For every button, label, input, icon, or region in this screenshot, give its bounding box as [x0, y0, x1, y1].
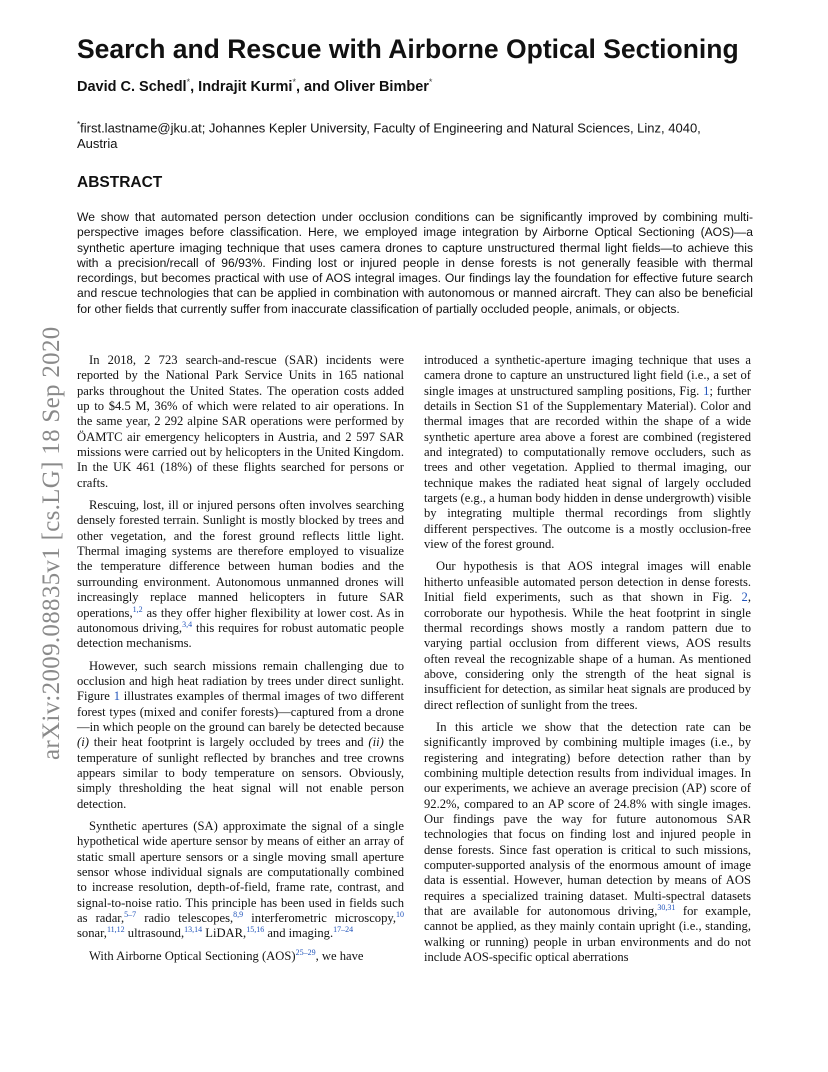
paragraph-text: , we have	[315, 948, 364, 963]
paragraph-text: their heat footprint is largely occluded by trees and	[88, 735, 369, 750]
paper-title: Search and Rescue with Airborne Optical Sectioning	[77, 34, 739, 64]
paragraph-text: interferometric microscopy,	[243, 911, 397, 926]
abstract-heading: ABSTRACT	[77, 174, 163, 191]
author-line	[77, 77, 432, 95]
abstract-text: We show that automated person detection under occlusion conditions can be significantly improved by combining multi-perspective images before classification. Here, we employed image integration by Airborne Optical Sectioning (AOS)—a synthetic aperture imaging technique that uses camera drones to capture unstructured thermal light fields—to achieve this with a precision/recall of 96/93%. Finding lost or injured people in dense forests is not generally feasible with thermal recordings, but becomes practical with use of AOS integral images. Our findings lay the foundation for effective future search and rescue technologies that can be applied in combination with autonomous or manned aircraft. They can also be beneficial for other fields that currently suffer from inaccurate classification of partially occluded people, animals, or objects.	[77, 210, 753, 316]
paragraph-text: ultrasound,	[124, 926, 185, 941]
paragraph-text: In 2018, 2 723 search-and-rescue (SAR) incidents were reported by the National Park Service Units in 165 national parks throughout the United States. The operation costs added up to $4.5 M, 36% of which were related to air operations. In the same year, 2 292 alpine SAR operations were performed by ÖAMTC air emergency helicopters in Austria, and 2 597 SAR missions were carried out by helicopters in the United Kingdom. In the UK 461 (18%) of these flights searched for persons or crafts.	[77, 353, 404, 490]
author-schedl: David C. Schedl	[77, 78, 187, 95]
citation-link[interactable]: 13,14	[184, 925, 203, 935]
affiliation	[77, 117, 737, 152]
body-column-left	[77, 353, 404, 964]
author-kurmi: , Indrajit Kurmi	[190, 78, 293, 95]
citation-link[interactable]: 11,12	[106, 925, 125, 935]
paragraph-text: , corroborate our hypothesis. While the heat footprint in single thermal recordings shows mostly a random pattern due to varying partial occlusion from different views, AOS results often reveal the recognizable shape of a human. As mentioned above, considering only the strength of the heat signal is insufficient for detection, as similar heat signals are produced by direct reflection of sunlight from the trees.	[424, 590, 751, 712]
paragraph	[424, 720, 751, 966]
paragraph	[77, 353, 404, 491]
paragraph-text: the temperature of sunlight reflected by branches and tree crowns appears similar to body temperature on sensors. Obviously, simply thresholding the heat signal will not enable person detection.	[77, 735, 404, 811]
affiliation-mark: *	[77, 120, 81, 129]
paragraph-text: introduced a synthetic-aperture imaging technique that uses a camera drone to capture an unstructured light field (i.e., a set of single images at unstructured sampling positions, Fig.	[424, 353, 751, 398]
paragraph-text: LiDAR,	[202, 926, 247, 941]
citation-link[interactable]: 15,16	[246, 925, 265, 935]
enum-marker: (i)	[77, 735, 89, 750]
paragraph-text: Our hypothesis is that AOS integral images will enable hitherto unfeasible automated person detection in dense forests. Initial field experiments, such as that shown in Fig.	[424, 559, 751, 605]
paragraph-text: Rescuing, lost, ill or injured persons often involves searching densely forested terrain. Sunlight is mostly blocked by trees and other vegetation, and the forest ground reflects little light. Thermal imaging systems are therefore employed to visualize the temperature difference between human bodies and the surrounding environment. Autonomous unmanned drones will increasingly replace manned helicopters in future SAR operations,	[77, 498, 404, 620]
citation-link[interactable]: 30,31	[657, 902, 676, 912]
citation-link[interactable]: 10	[396, 909, 405, 919]
citation-link[interactable]: 17–24	[333, 925, 354, 935]
paragraph-text: radio telescopes,	[136, 911, 234, 926]
paragraph-text: for example, cannot be applied, as they mainly contain upright (i.e., standing, walking or running) people in urban environments and do not include AOS-specific optical aberrations	[424, 904, 751, 965]
figure-link[interactable]: 1	[703, 383, 710, 398]
paragraph-text: this requires for robust automatic people detection mechanisms.	[77, 620, 404, 651]
paragraph-text: However, such search missions remain challenging due to occlusion and high heat radiation by trees under direct sunlight. Figure	[77, 658, 404, 704]
figure-link[interactable]: 2	[741, 590, 748, 605]
affiliation-text: first.lastname@jku.at; Johannes Kepler University, Faculty of Engineering and Natural Sciences, Linz, 4040, Austria	[77, 120, 701, 152]
paragraph	[424, 559, 751, 712]
paragraph	[77, 659, 404, 812]
paragraph-text: ; further details in Section S1 of the Supplementary Material). Color and thermal images that are recorded within the shape of a wide synthetic aperture area above a forest are combined (registered and integrated) to computationally remove occluders, such as trees and other vegetation. Applied to thermal imaging, our technique makes the radiated heat signal of largely occluded targets (e.g., a human body hidden in dense undergrowth) visible by integrating multiple thermal recordings from slightly different perspectives. The outcome is a mostly occlusion-free view of the forest ground.	[424, 383, 751, 552]
paragraph	[77, 949, 404, 964]
author-mark: *	[186, 77, 191, 87]
citation-link[interactable]: 1,2	[132, 604, 143, 614]
author-mark: *	[428, 77, 433, 87]
body-column-right	[424, 353, 751, 965]
citation-link[interactable]: 5–7	[124, 909, 137, 919]
citation-link[interactable]: 3,4	[182, 619, 193, 629]
paragraph	[424, 353, 751, 552]
paragraph-text: illustrates examples of thermal images of two different forest types (mixed and conifer forests)—captured from a drone—in which people on the ground can barely be detected because	[77, 689, 404, 734]
author-bimber: , and Oliver Bimber	[295, 78, 429, 95]
paragraph-text: as they offer higher flexibility at lower cost. As in autonomous driving,	[77, 605, 404, 635]
arxiv-identifier: arXiv:2009.08835v1 [cs.LG] 18 Sep 2020	[38, 326, 65, 760]
arxiv-side-label	[18, 290, 65, 760]
paragraph-text: sonar,	[77, 926, 107, 941]
paragraph	[77, 498, 404, 651]
enum-marker: (ii)	[368, 735, 384, 750]
citation-link[interactable]: 25–29	[295, 947, 316, 957]
paragraph-text: In this article we show that the detection rate can be significantly improved by combining multiple images (i.e., by registering and integrating) before detection rather than by combining multiple detection results from individual images. In our experiments, we achieve an average precision (AP) score of 92.2%, compared to an AP score of 24.8% with single images. Our findings pave the way for future autonomous SAR technologies that focus on finding lost and injured people in dense forests. Since fast operation is critical to such missions, computer-supported analysis of the enormous amount of image data is essential. However, human detection by means of AOS requires a specialized training dataset. Multi-spectral datasets that are available for autonomous driving,	[424, 719, 751, 919]
paragraph-text: With Airborne Optical Sectioning (AOS)	[89, 948, 296, 963]
paragraph-text: and imaging.	[264, 926, 334, 941]
author-mark: *	[292, 77, 296, 87]
paragraph-text: Synthetic apertures (SA) approximate the signal of a single hypothetical wide aperture sensor by means of either an array of static small aperture sensors or a single moving small aperture sensor whose individual signals are computationally combined to increase resolution, depth-of-field, frame rate, contrast, and signal-to-noise ratio. This principle has been used in fields such as radar,	[77, 818, 404, 926]
figure-link[interactable]: 1	[113, 689, 120, 704]
citation-link[interactable]: 8,9	[233, 909, 244, 919]
paragraph	[77, 819, 404, 942]
